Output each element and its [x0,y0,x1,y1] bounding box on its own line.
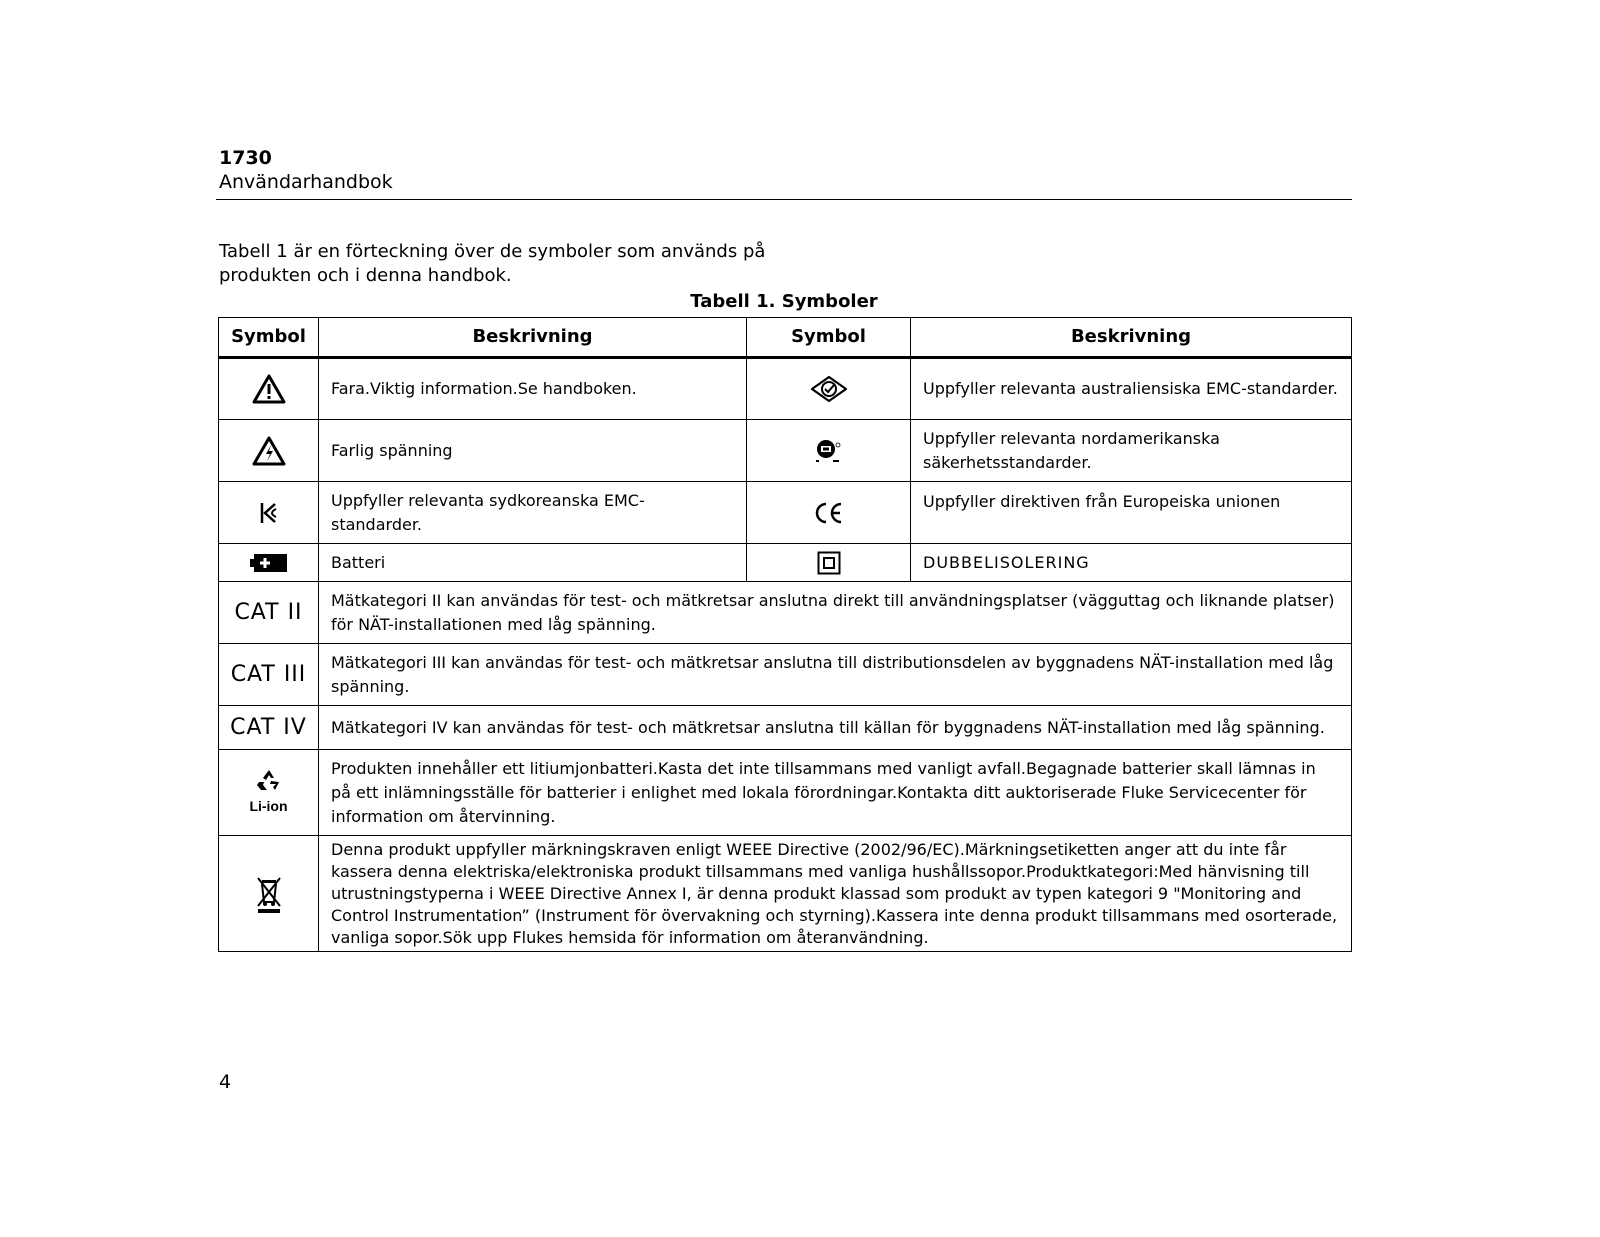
header-description-right: Beskrivning [911,318,1352,358]
table-caption: Tabell 1. Symboler [690,291,878,312]
cat-ii-symbol: CAT II [219,582,319,644]
description-cell: Mätkategori II kan användas för test- och mätkretsar anslutna direkt till användningsplatser (vägguttag och liknande platser) för NÄT-installationen med låg spänning. [319,582,1352,644]
description-cell: Farlig spänning [319,420,747,482]
table-row [219,750,1352,836]
li-ion-label: Li-ion [249,797,288,814]
warning-triangle-icon [252,374,286,404]
symbols-table [218,317,1352,952]
intro-paragraph: Tabell 1 är en förteckning över de symboler som används på produkten och i denna handbok. [219,241,766,286]
table-row [219,358,1352,420]
description-cell: Produkten innehåller ett litiumjonbatteri.Kasta det inte tillsammans med vanligt avfall.Begagnade batterier skall lämnas in på ett inlämningsställe för batterier i enlighet med lokala förordningar.Kontakta ditt auktoriserade Fluke Servicecenter för information om återvinning. [319,750,1352,836]
battery-icon [250,553,288,573]
description-cell: Mätkategori III kan användas för test- och mätkretsar anslutna till distributionsdelen av byggnadens NÄT-installation med låg spänning. [319,644,1352,706]
header-rule [216,199,1352,200]
recycle-icon [255,768,283,794]
header-symbol-left: Symbol [219,318,319,358]
cat-iii-symbol: CAT III [219,644,319,706]
description-cell: Denna produkt uppfyller märkningskraven enligt WEEE Directive (2002/96/EC).Märkningsetiketten anger att du inte får kassera denna elektriska/elektroniska produkt tillsammans med vanliga hushållssopor.Produktkategori:Med hänvisning till utrustningstyperna i WEEE Directive Annex I, är denna produkt klassad som produkt av typen kategori 9 "Monitoring and Control Instrumentation” (Instrument för övervakning och styrning).Kassera inte denna produkt tillsammans med osorterade, vanliga sopor.Sök upp Flukes hemsida för information om återanvändning. [319,836,1352,952]
page-header [219,146,393,194]
table-row [219,836,1352,952]
symbol-cell [219,544,319,582]
table-row [219,420,1352,482]
hazardous-voltage-icon [252,436,286,466]
symbol-cell [219,420,319,482]
rcm-mark-icon [809,374,849,404]
header-description-left: Beskrivning [319,318,747,358]
kc-mark-icon [258,500,280,526]
description-cell: Batteri [319,544,747,582]
symbol-cell [747,482,911,544]
double-insulation-icon [817,551,841,575]
manual-title: Användarhandbok [219,171,393,193]
description-cell: Fara.Viktig information.Se handboken. [319,358,747,420]
table-row [219,582,1352,644]
description-cell: Uppfyller relevanta nordamerikanska säkerhetsstandarder. [911,420,1352,482]
symbol-cell [219,482,319,544]
cat-iv-symbol: CAT IV [219,706,319,750]
model-number: 1730 [219,147,272,169]
table-row [219,706,1352,750]
table-row [219,644,1352,706]
table-row [219,544,1352,582]
symbol-cell [747,358,911,420]
weee-crossed-bin-icon [254,874,284,914]
symbol-cell [219,836,319,952]
description-cell: Uppfyller relevanta australiensiska EMC-standarder. [911,358,1352,420]
symbol-cell [219,358,319,420]
symbol-cell [219,750,319,836]
description-cell: Uppfyller direktiven från Europeiska unionen [911,482,1352,544]
header-symbol-right: Symbol [747,318,911,358]
table-header-row [219,318,1352,358]
symbol-cell [747,420,911,482]
csa-mark-icon [811,436,847,466]
ce-mark-icon [813,501,845,525]
description-cell: Mätkategori IV kan användas för test- och mätkretsar anslutna till källan för byggnadens NÄT-installation med låg spänning. [319,706,1352,750]
page-number: 4 [219,1071,232,1093]
description-cell: DUBBELISOLERING [911,544,1352,582]
symbol-cell [747,544,911,582]
table-row [219,482,1352,544]
description-cell: Uppfyller relevanta sydkoreanska EMC-standarder. [319,482,747,544]
